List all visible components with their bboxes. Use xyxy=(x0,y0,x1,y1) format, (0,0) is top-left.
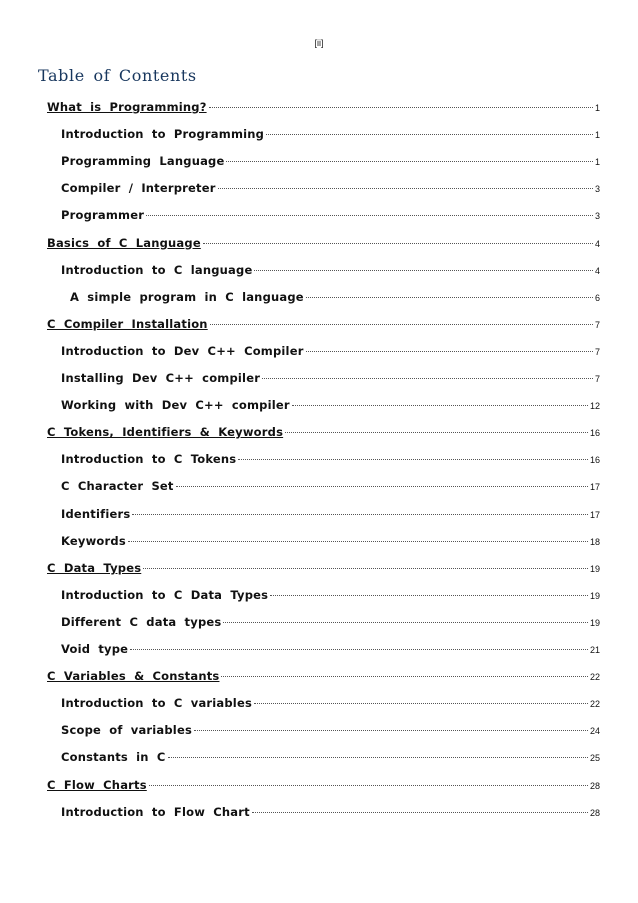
toc-entry-page: 6 xyxy=(594,292,600,303)
toc-entry-label: Introduction to Programming xyxy=(61,127,265,142)
toc-entry-page: 4 xyxy=(594,238,600,249)
dot-leader xyxy=(221,676,588,677)
toc-entry-label: What is Programming? xyxy=(47,100,207,114)
toc-entry-label: Keywords xyxy=(61,533,126,548)
toc-entry-label: Different C data types xyxy=(61,614,222,629)
dot-leader xyxy=(292,405,588,406)
toc-entry[interactable] xyxy=(61,344,600,358)
toc-entry-label: C Character Set xyxy=(61,479,174,494)
toc-entry[interactable] xyxy=(61,208,600,222)
toc-entry-label: C Compiler Installation xyxy=(47,316,208,331)
toc-entry[interactable] xyxy=(47,778,600,792)
toc-entry-page: 18 xyxy=(589,536,600,547)
toc-entry[interactable] xyxy=(61,615,600,629)
toc-entry-label: Introduction to C Data Types xyxy=(61,587,269,602)
toc-entry[interactable] xyxy=(61,371,600,385)
toc-entry[interactable] xyxy=(61,696,600,710)
dot-leader xyxy=(149,785,588,786)
toc-entry[interactable] xyxy=(61,263,600,277)
toc-entry-page: 7 xyxy=(594,374,600,384)
dot-leader xyxy=(210,324,593,325)
toc-entry-page: 22 xyxy=(589,699,600,710)
toc-entry[interactable] xyxy=(47,669,600,683)
dot-leader xyxy=(306,297,593,298)
toc-entry[interactable] xyxy=(61,398,600,412)
toc-entry[interactable] xyxy=(61,534,600,548)
toc-entry[interactable] xyxy=(47,236,600,250)
toc-entry-page: 17 xyxy=(589,509,600,520)
dot-leader xyxy=(223,622,588,623)
dot-leader xyxy=(285,432,588,433)
toc-entry[interactable] xyxy=(47,561,600,575)
dot-leader xyxy=(168,757,588,758)
toc-entry-label: Programming Language xyxy=(61,154,225,169)
dot-leader xyxy=(270,595,588,596)
toc-entry-page: 24 xyxy=(589,726,600,737)
dot-leader xyxy=(176,486,588,487)
dot-leader xyxy=(194,730,588,731)
toc-entry[interactable] xyxy=(61,642,600,656)
toc-entry-page: 25 xyxy=(589,753,600,764)
toc-entry-page: 12 xyxy=(589,401,600,412)
toc-entry[interactable] xyxy=(47,425,600,439)
dot-leader xyxy=(203,243,593,244)
toc-entry-page: 1 xyxy=(594,130,600,141)
toc-entry[interactable] xyxy=(61,750,600,764)
toc-entry-page: 3 xyxy=(594,184,600,195)
toc-entry-label: Introduction to C Tokens xyxy=(61,452,237,467)
dot-leader xyxy=(306,351,593,352)
dot-leader xyxy=(209,107,593,108)
toc-entry-label: Programmer xyxy=(61,208,145,223)
toc-entry-page: 19 xyxy=(589,563,600,574)
toc-entry[interactable] xyxy=(61,805,600,819)
toc-entry-page: 16 xyxy=(589,455,600,466)
toc-entry-page: 28 xyxy=(589,780,600,791)
toc-entry-label: Scope of variables xyxy=(61,723,192,738)
toc-entry-label: Identifiers xyxy=(61,506,131,521)
toc-entry[interactable] xyxy=(47,317,600,331)
toc-entry-page: 3 xyxy=(594,211,600,222)
dot-leader xyxy=(130,649,588,650)
toc-entry-page: 4 xyxy=(594,265,600,276)
toc-entry-page: 16 xyxy=(589,428,600,439)
dot-leader xyxy=(226,161,593,162)
toc-entry[interactable] xyxy=(61,181,600,195)
dot-leader xyxy=(238,459,588,460)
toc-entry-page: 28 xyxy=(589,807,600,818)
dot-leader xyxy=(252,812,588,813)
toc-entry-label: A simple program in C language xyxy=(70,289,304,304)
dot-leader xyxy=(254,703,588,704)
dot-leader xyxy=(266,134,593,135)
toc-entry[interactable] xyxy=(61,127,600,141)
toc-entry-label: Void type xyxy=(61,642,129,656)
toc-entry-page: 1 xyxy=(594,157,600,168)
toc-entry[interactable] xyxy=(47,100,600,114)
toc-entry-page: 17 xyxy=(589,482,600,493)
toc-entry-page: 1 xyxy=(594,103,600,113)
toc-entry[interactable] xyxy=(61,452,600,466)
toc-entry-label: C Flow Charts xyxy=(47,777,147,792)
toc-entry-label: Installing Dev C++ compiler xyxy=(61,371,261,385)
toc-entry[interactable] xyxy=(61,588,600,602)
toc-entry-label: Constants in C xyxy=(61,750,166,765)
dot-leader xyxy=(128,541,588,542)
toc-entry-label: Introduction to Flow Chart xyxy=(61,804,250,819)
dot-leader xyxy=(262,378,593,379)
dot-leader xyxy=(254,270,593,271)
toc-entry-label: C Data Types xyxy=(47,560,142,575)
toc-entry-page: 19 xyxy=(589,590,600,601)
toc-entry[interactable] xyxy=(70,290,600,304)
dot-leader xyxy=(218,188,593,189)
toc-entry-page: 21 xyxy=(589,645,600,655)
toc-entry-label: Introduction to C language xyxy=(61,262,253,277)
toc-entry[interactable] xyxy=(61,507,600,521)
toc-entry-label: C Tokens, Identifiers & Keywords xyxy=(47,425,284,440)
page-number: [ii] xyxy=(314,38,324,48)
toc-entry[interactable] xyxy=(61,479,600,493)
toc-entry-page: 7 xyxy=(594,346,600,357)
toc-title: Table of Contents xyxy=(38,66,197,85)
toc-entry-label: Introduction to Dev C++ Compiler xyxy=(61,343,304,358)
toc-entry-label: Working with Dev C++ compiler xyxy=(61,398,290,413)
toc-entry-label: Basics of C Language xyxy=(47,235,201,250)
toc-entry-page: 19 xyxy=(589,617,600,628)
toc-entry-label: Compiler / Interpreter xyxy=(61,181,216,196)
toc-entry[interactable] xyxy=(61,154,600,168)
dot-leader xyxy=(146,215,593,216)
toc-entry[interactable] xyxy=(61,723,600,737)
toc-entry-page: 7 xyxy=(594,319,600,330)
dot-leader xyxy=(132,514,588,515)
toc-entry-page: 22 xyxy=(589,672,600,683)
dot-leader xyxy=(143,568,588,569)
toc-entry-label: C Variables & Constants xyxy=(47,669,220,684)
toc-entry-label: Introduction to C variables xyxy=(61,696,252,711)
